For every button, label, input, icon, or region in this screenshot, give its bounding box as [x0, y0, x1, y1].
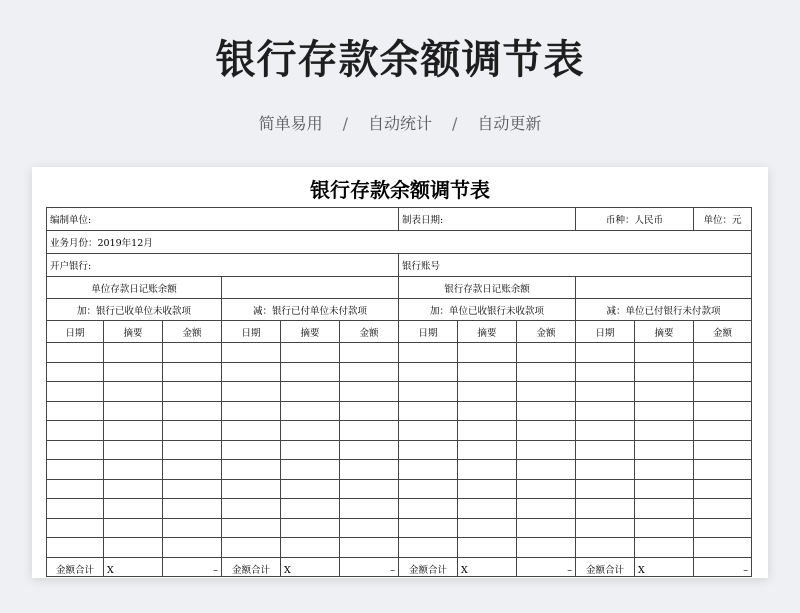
right-balance-value — [576, 277, 752, 299]
table-row — [47, 499, 752, 519]
sum-amount: – — [340, 557, 399, 576]
reconciliation-table — [46, 207, 752, 577]
column-header: 日期 — [399, 321, 458, 343]
column-header: 摘要 — [635, 321, 694, 343]
column-header: 摘要 — [458, 321, 517, 343]
column-header: 摘要 — [281, 321, 340, 343]
table-row — [47, 231, 752, 254]
spreadsheet-preview — [32, 167, 768, 578]
sum-x: X — [635, 557, 694, 576]
column-header: 日期 — [47, 321, 104, 343]
sum-amount: – — [517, 557, 576, 576]
table-row — [47, 460, 752, 480]
table-row — [47, 421, 752, 441]
column-header: 日期 — [576, 321, 635, 343]
column-header: 金额 — [517, 321, 576, 343]
table-row — [47, 518, 752, 538]
unit-cell: 单位：元 — [694, 208, 752, 231]
section-header: 减：单位已付银行未付款项 — [576, 299, 752, 321]
tag-auto-stats: 自动统计 — [367, 114, 432, 133]
table-row — [47, 440, 752, 460]
right-balance-label: 银行存款日记账余额 — [399, 277, 576, 299]
table-row — [47, 254, 752, 277]
table-row — [47, 299, 752, 321]
sum-x: X — [458, 557, 517, 576]
sum-label: 金额合计 — [222, 557, 281, 576]
table-row — [47, 479, 752, 499]
column-header: 摘要 — [104, 321, 163, 343]
tagline — [0, 113, 800, 135]
column-header: 金额 — [694, 321, 752, 343]
table-row — [47, 382, 752, 402]
sum-x: X — [104, 557, 163, 576]
sum-x: X — [281, 557, 340, 576]
sum-amount: – — [163, 557, 222, 576]
month-cell: 业务月份：2019年12月 — [47, 231, 752, 254]
column-header: 金额 — [340, 321, 399, 343]
table-row — [47, 208, 752, 231]
left-balance-value — [222, 277, 399, 299]
sum-label: 金额合计 — [576, 557, 635, 576]
tag-separator: / — [452, 114, 458, 133]
sum-label: 金额合计 — [399, 557, 458, 576]
table-row — [47, 343, 752, 363]
table-row — [47, 538, 752, 558]
hero-title: 银行存款余额调节表 — [215, 37, 585, 83]
date-cell: 制表日期: — [399, 208, 576, 231]
tag-auto-update: 自动更新 — [477, 114, 542, 133]
currency-cell: 币种：人民币 — [576, 208, 694, 231]
section-header: 加：单位已收银行未收款项 — [399, 299, 576, 321]
table-row — [47, 277, 752, 299]
table-row — [47, 401, 752, 421]
account-cell: 银行账号 — [399, 254, 752, 277]
sum-label: 金额合计 — [47, 557, 104, 576]
table-row — [47, 321, 752, 343]
left-balance-label: 单位存款日记账余额 — [47, 277, 222, 299]
tag-easy: 简单易用 — [258, 114, 323, 133]
sum-amount: – — [694, 557, 752, 576]
sheet-title: 银行存款余额调节表 — [310, 178, 490, 202]
column-header: 日期 — [222, 321, 281, 343]
section-header: 减：银行已付单位未付款项 — [222, 299, 399, 321]
tag-separator: / — [342, 114, 348, 133]
table-row — [47, 362, 752, 382]
bank-cell: 开户银行: — [47, 254, 399, 277]
column-header: 金额 — [163, 321, 222, 343]
section-header: 加：银行已收单位未收款项 — [47, 299, 222, 321]
compiler-cell: 编制单位: — [47, 208, 399, 231]
sum-row — [47, 557, 752, 576]
